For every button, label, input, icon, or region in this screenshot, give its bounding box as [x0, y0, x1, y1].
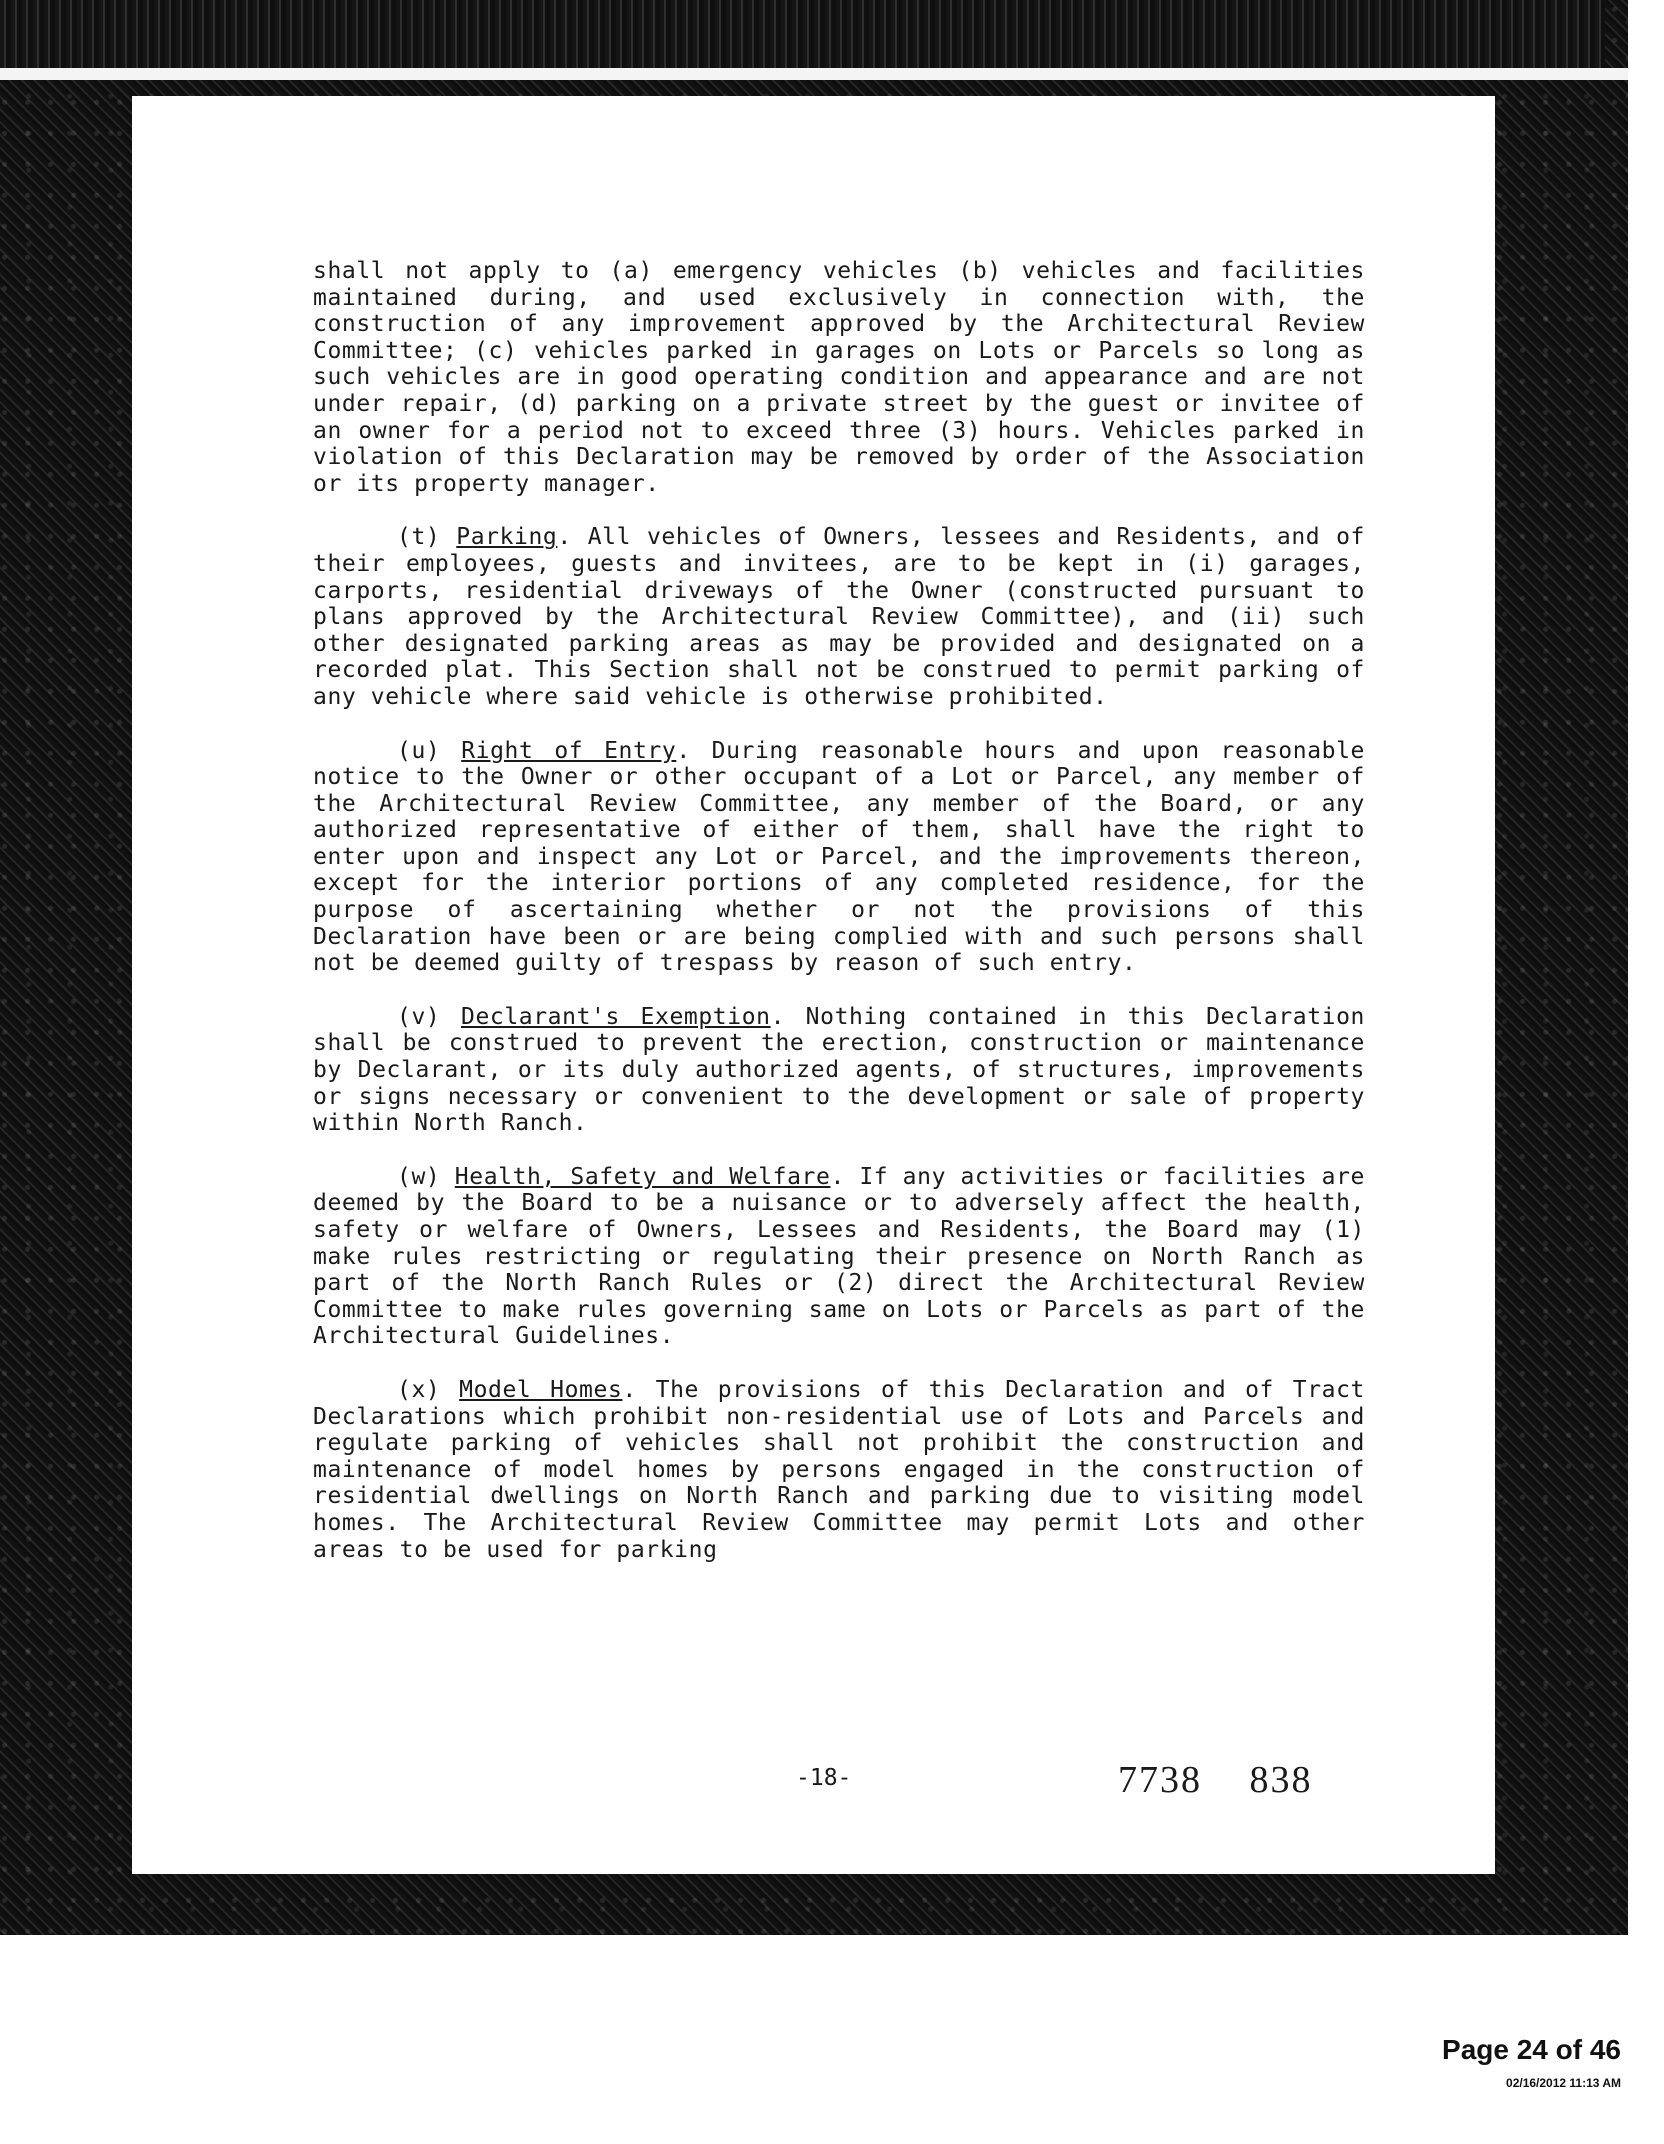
paragraph-text: shall not apply to (a) emergency vehicles (b) vehicles and facilities maintained during, and used exclusively in connection with, the construction of any improvement approved by the Architectural Review Committee; (c) vehicles parked in garages on Lots or Parcels so long as such vehicles are in good operating condition and appearance and are not under repair, (d) parking on a private street by the guest or invitee of an owner for a period not to exceed three (3) hours. Vehicles parked in violation of this Declaration may be removed by order of the Association or its property manager.	[313, 258, 1365, 497]
paragraph-text: . All vehicles of Owners, lessees and Residents, and of their employees, guests and invitees, are to be kept in (i) garages, carports, residential driveways of the Owner (constructed pursuant to plans approved by the Architectural Review Committee), and (ii) such other designated parking areas as may be provided and designated on a recorded plat. This Section shall not be construed to permit parking of any vehicle where said vehicle is otherwise prohibited.	[313, 524, 1366, 710]
paragraph-heading: Declarant's Exemption	[461, 1003, 771, 1030]
print-timestamp: 02/16/2012 11:13 AM	[1506, 2076, 1621, 2090]
paragraph-x-model-homes	[313, 1377, 1365, 1563]
paragraph-v-declarants-exemption	[313, 1004, 1365, 1137]
paragraph-heading: Model Homes	[459, 1376, 623, 1403]
paragraph-text: . The provisions of this Declaration and of Tract Declarations which prohibit non-residential use of Lots and Parcels and regulate parking of vehicles shall not prohibit the construction and maintenance of model homes by persons engaged in the construction of residential dwellings on North Ranch and parking due to visiting model homes. The Architectural Review Committee may permit Lots and other areas to be used for parking	[313, 1376, 1366, 1563]
paragraph-text: . During reasonable hours and upon reasonable notice to the Owner or other occupant of a Lot or Parcel, any member of the Architectural Review Committee, any member of the Board, or any authorized representative of either of them, shall have the right to enter upon and inspect any Lot or Parcel, and the improvements thereon, except for the interior portions of any completed residence, for the purpose of ascertaining whether or not the provisions of this Declaration have been or are being complied with and such persons shall not be deemed guilty of trespass by reason of such entry.	[313, 737, 1365, 977]
paragraph-heading: Parking	[456, 524, 558, 551]
scan-top-strip	[0, 0, 1605, 68]
scan-top-gap	[0, 68, 1628, 80]
paragraph-u-right-of-entry	[313, 738, 1365, 977]
paragraph-w-health-safety-welfare	[313, 1164, 1365, 1350]
page-number: -18-	[796, 1765, 852, 1791]
paragraph-label: (x)	[397, 1376, 441, 1403]
paragraph-text: . If any activities or facilities are deemed by the Board to be a nuisance or to adversely affect the health, safety or welfare of Owners, Lessees and Residents, the Board may (1) make rules restricting or regulating their presence on North Ranch as part of the North Ranch Rules or (2) direct the Architectural Review Committee to make rules governing same on Lots or Parcels as part of the Architectural Guidelines.	[313, 1163, 1365, 1350]
paragraph-continuation	[313, 258, 1365, 497]
paragraph-heading: Right of Entry	[461, 737, 677, 764]
paragraph-label: (t)	[397, 524, 441, 551]
document-body	[313, 258, 1365, 1590]
paragraph-heading: Health, Safety and Welfare	[454, 1163, 831, 1190]
page-counter: Page 24 of 46	[1442, 2034, 1621, 2065]
paragraph-label: (u)	[397, 737, 441, 764]
paragraph-text: . Nothing contained in this Declaration shall be construed to prevent the erection, construction or maintenance by Declarant, or its duly authorized agents, of structures, improvements or signs necessary or convenient to the development or sale of property within North Ranch.	[313, 1003, 1366, 1137]
paragraph-label: (w)	[397, 1163, 441, 1190]
document-reference-number: 7738 838	[1118, 1759, 1313, 1801]
paragraph-t-parking	[313, 524, 1365, 710]
paragraph-label: (v)	[397, 1003, 441, 1030]
